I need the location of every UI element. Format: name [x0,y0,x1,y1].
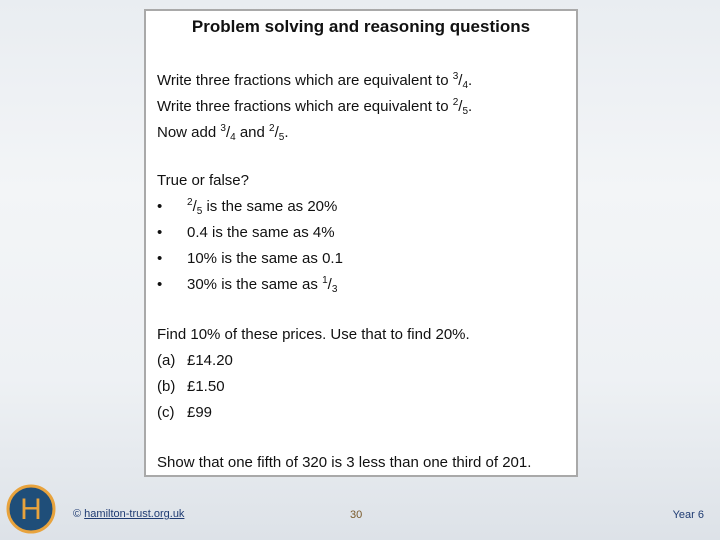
page-number: 30 [350,509,363,521]
true-false-item: • 30% is the same as $^1/_3$ [157,272,531,298]
statement-text: 30% is the same as [187,276,323,293]
price-label: (a) [157,352,176,369]
question-text-end: . [468,98,473,115]
fraction-denominator: 5 [278,132,285,143]
question-text: Write three fractions which are equivalent to [157,72,453,89]
question-text-end: . [468,72,473,89]
true-false-item [157,220,531,246]
fraction-numerator: 2 [187,197,193,208]
question-text: and [235,124,270,141]
fraction-denominator: 3 [331,284,338,295]
bullet-icon: • [157,276,163,293]
statement-text: 10% is the same as 0.1 [187,250,343,267]
price-value: £14.20 [187,352,233,369]
fraction-denominator: 4 [462,80,468,91]
true-false-item [157,246,531,272]
worksheet-card [144,9,578,477]
true-false-heading: True or false? [157,172,249,189]
price-item [157,348,531,374]
worksheet-content [157,68,531,476]
question-add-fractions: Now add $^3/_4$ and $^2/_5$. [157,123,289,143]
price-item [157,374,531,400]
fraction-denominator: 4 [230,132,236,143]
bullet-icon: • [157,250,163,267]
fraction-comparison-question: Show that one fifth of 320 is 3 less than one third of 201. [157,454,532,471]
price-value: £1.50 [187,378,225,395]
fraction-numerator: 3 [452,71,459,82]
price-item [157,400,531,426]
worksheet-title: Problem solving and reasoning questions [191,17,531,36]
fraction-numerator: 1 [322,275,328,286]
year-label: Year 6 [672,509,704,521]
hamilton-logo-icon [6,484,56,534]
true-false-item: • $^2/_5$ is the same as 20% [157,194,531,220]
logo-letter: H [20,493,42,526]
price-label: (b) [157,378,176,395]
bullet-icon: • [157,224,163,241]
statement-text: is the same as 20% [202,198,338,215]
fraction-numerator: 2 [452,97,459,108]
question-text: Write three fractions which are equivalent to [157,98,453,115]
question-equivalent-three-quarters: Write three fractions which are equivalent to $^3/_4$. [157,71,473,91]
fraction-denominator: 5 [462,106,468,117]
copyright-link[interactable] [73,508,184,520]
fraction-numerator: 3 [220,123,226,134]
question-text-end: . [284,124,289,141]
statement-text: 0.4 is the same as 4% [187,224,335,241]
fraction-numerator: 2 [269,123,275,134]
price-value: £99 [187,404,213,421]
question-equivalent-two-fifths: Write three fractions which are equivalent to $^2/_5$. [157,97,473,117]
question-text: Now add [157,124,221,141]
copyright-symbol: © [73,508,85,520]
website-url[interactable]: hamilton-trust.org.uk [84,508,185,520]
fraction-denominator: 5 [196,206,203,217]
bullet-icon: • [157,198,163,215]
price-label: (c) [157,404,175,421]
prices-heading: Find 10% of these prices. Use that to find 20%. [157,326,470,343]
